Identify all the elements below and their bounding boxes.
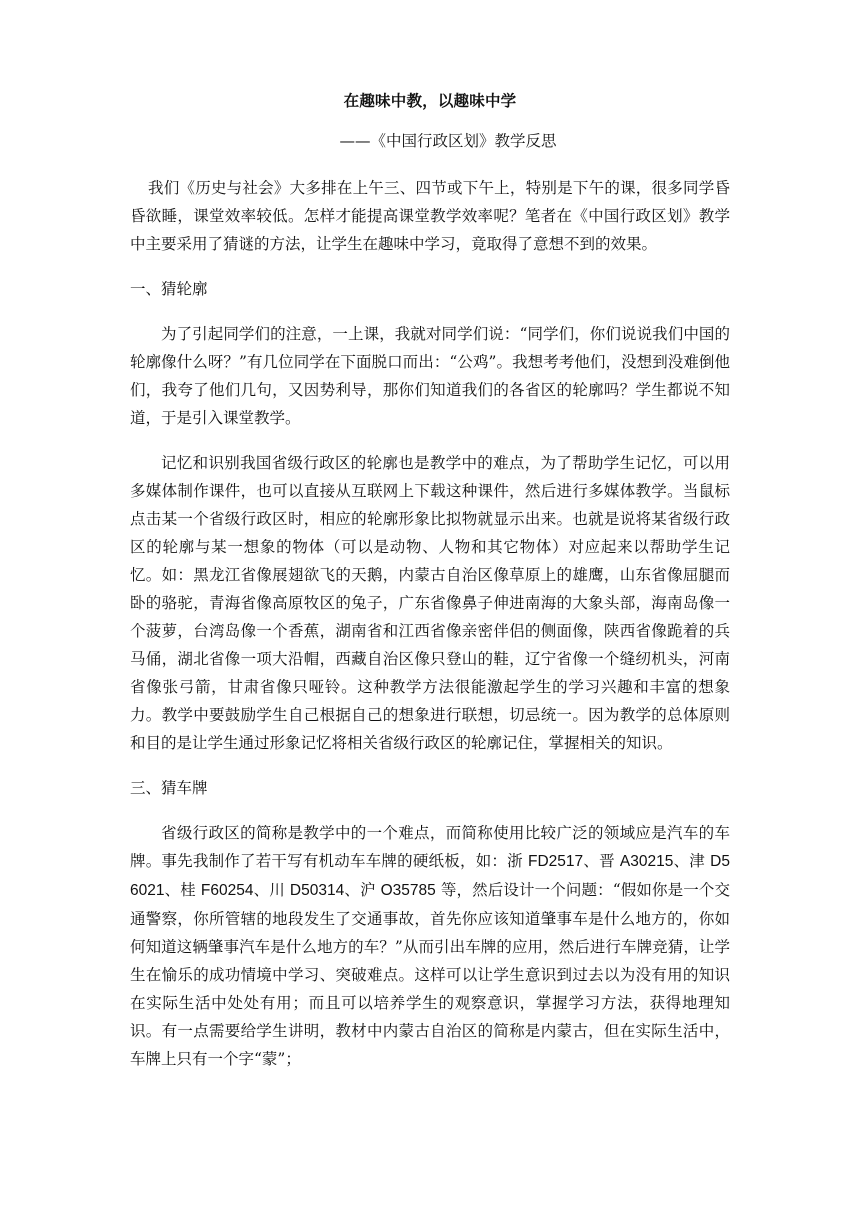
section1-paragraph-1: 为了引起同学们的注意，一上课，我就对同学们说：“同学们，你们说说我们中国的轮廓像什么呀？”有几位同学在下面脱口而出：“公鸡”。我想考考他们，没想到没难倒他们，我夸了他们几句，又因势利导，那你们知道我们的各省区的轮廓吗？学生都说不知道，于是引入课堂教学。	[130, 325, 730, 427]
section3-text-start: 省级行政区的简称是教学中的一个难点，而简称使用比较广泛的领域应是汽车的车牌。事先我制作了若干写有机动车车牌的硬纸板，如：浙	[130, 824, 730, 870]
plate-separator: 、桂	[164, 881, 201, 899]
section3-paragraph-1	[130, 819, 730, 1073]
section3-text-end: 等，然后设计一个问题：“假如你是一个交通警察，你所管辖的地段发生了交通事故，首先你应该知道肇事车是什么地方的，你如何知道这辆肇事汽车是什么地方的车？”从而引出车牌的应用，然后进行车牌竞猜，让学生在愉乐的成功情境中学习、突破难点。这样可以让学生意识到过去以为没有用的知识在实际生活中处处有用；而且可以培养学生的观察意识，掌握学习方法，获得地理知识。有一点需要给学生讲明，教材中内蒙古自治区的简称是内蒙古，但在实际生活中，车牌上只有一个字“蒙”；	[130, 881, 730, 1068]
plate-separator: 、川	[253, 881, 290, 899]
document-subtitle: ——《中国行政区划》教学反思	[339, 132, 557, 150]
plate-separator: 、晋	[583, 852, 620, 870]
plate-number: FD2517	[527, 853, 584, 870]
intro-paragraph: 我们《历史与社会》大多排在上午三、四节或下午上，特别是下午的课，很多同学昏昏欲睡，课堂效率较低。怎样才能提高课堂教学效率呢？笔者在《中国行政区划》教学中主要采用了猜谜的方法，让学生在趣味中学习，竟取得了意想不到的效果。	[130, 179, 730, 253]
document-title: 在趣味中教，以趣味中学	[343, 91, 517, 110]
plate-number: D56021	[130, 853, 730, 899]
plate-number: F60254	[200, 882, 254, 899]
document-body	[130, 86, 730, 1073]
section-heading-outline: 一、猜轮廓	[130, 280, 208, 298]
plate-number: A30215	[619, 853, 674, 870]
section-heading-license-plate: 三、猜车牌	[130, 779, 208, 797]
plate-separator: 、沪	[344, 881, 381, 899]
plate-number: D50314	[289, 882, 345, 899]
plate-separator: 、津	[673, 852, 711, 870]
section1-paragraph-2: 记忆和识别我国省级行政区的轮廓也是教学中的难点，为了帮助学生记忆，可以用多媒体制作课件，也可以直接从互联网上下载这种课件，然后进行多媒体教学。当鼠标点击某一个省级行政区时，相应的轮廓形象比拟物就显示出来。也就是说将某省级行政区的轮廓与某一想象的物体（可以是动物、人物和其它物体）对应起来以帮助学生记忆。如：黑龙江省像展翅欲飞的天鹅，内蒙古自治区像草原上的雄鹰，山东省像屈腿而卧的骆驼，青海省像高原牧区的兔子，广东省像鼻子伸进南海的大象头部，海南岛像一个菠萝，台湾岛像一个香蕉，湖南省和江西省像亲密伴侣的侧面像，陕西省像跪着的兵马俑，湖北省像一项大沿帽，西藏自治区像只登山的鞋，辽宁省像一个缝纫机头，河南省像张弓箭，甘肃省像只哑铃。这种教学方法很能激起学生的学习兴趣和丰富的想象力。教学中要鼓励学生自己根据自己的想象进行联想，切忌统一。因为教学的总体原则和目的是让学生通过形象记忆将相关省级行政区的轮廓记住，掌握相关的知识。	[130, 454, 730, 752]
plate-number: O35785	[380, 882, 436, 899]
